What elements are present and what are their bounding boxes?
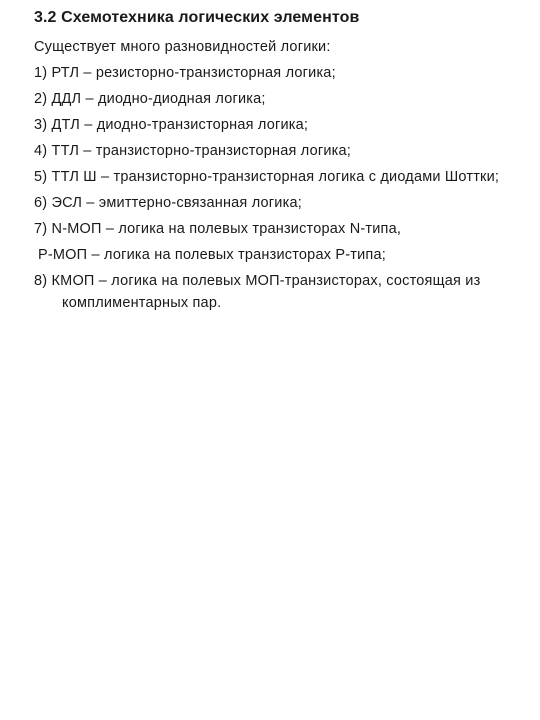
list-item-ttl-schottky: 5) ТТЛ Ш – транзисторно-транзисторная логика с диодами Шоттки; bbox=[34, 169, 500, 185]
list-item-dtl: 3) ДТЛ – диодно-транзисторная логика; bbox=[34, 117, 309, 133]
list-item-esl: 6) ЭСЛ – эмиттерно-связанная логика; bbox=[34, 195, 302, 211]
list-item-ttl: 4) ТТЛ – транзисторно-транзисторная логика; bbox=[34, 143, 352, 159]
list-item-pmos: Р-МОП – логика на полевых транзисторах Р-типа; bbox=[38, 247, 386, 263]
page-title: 3.2 Схемотехника логических элементов bbox=[34, 9, 360, 26]
list-item-cmos: 8) КМОП – логика на полевых МОП-транзисторах, состоящая из комплиментарных пар. bbox=[34, 273, 481, 311]
intro-text: Существует много разновидностей логики: bbox=[34, 39, 331, 55]
list-item-rtl: 1) РТЛ – резисторно-транзисторная логика; bbox=[34, 65, 336, 81]
list-item-ddl: 2) ДДЛ – диодно-диодная логика; bbox=[34, 91, 266, 107]
document-page bbox=[34, 6, 526, 318]
list-item-nmos: 7) N-МОП – логика на полевых транзисторах N-типа, bbox=[34, 221, 402, 237]
